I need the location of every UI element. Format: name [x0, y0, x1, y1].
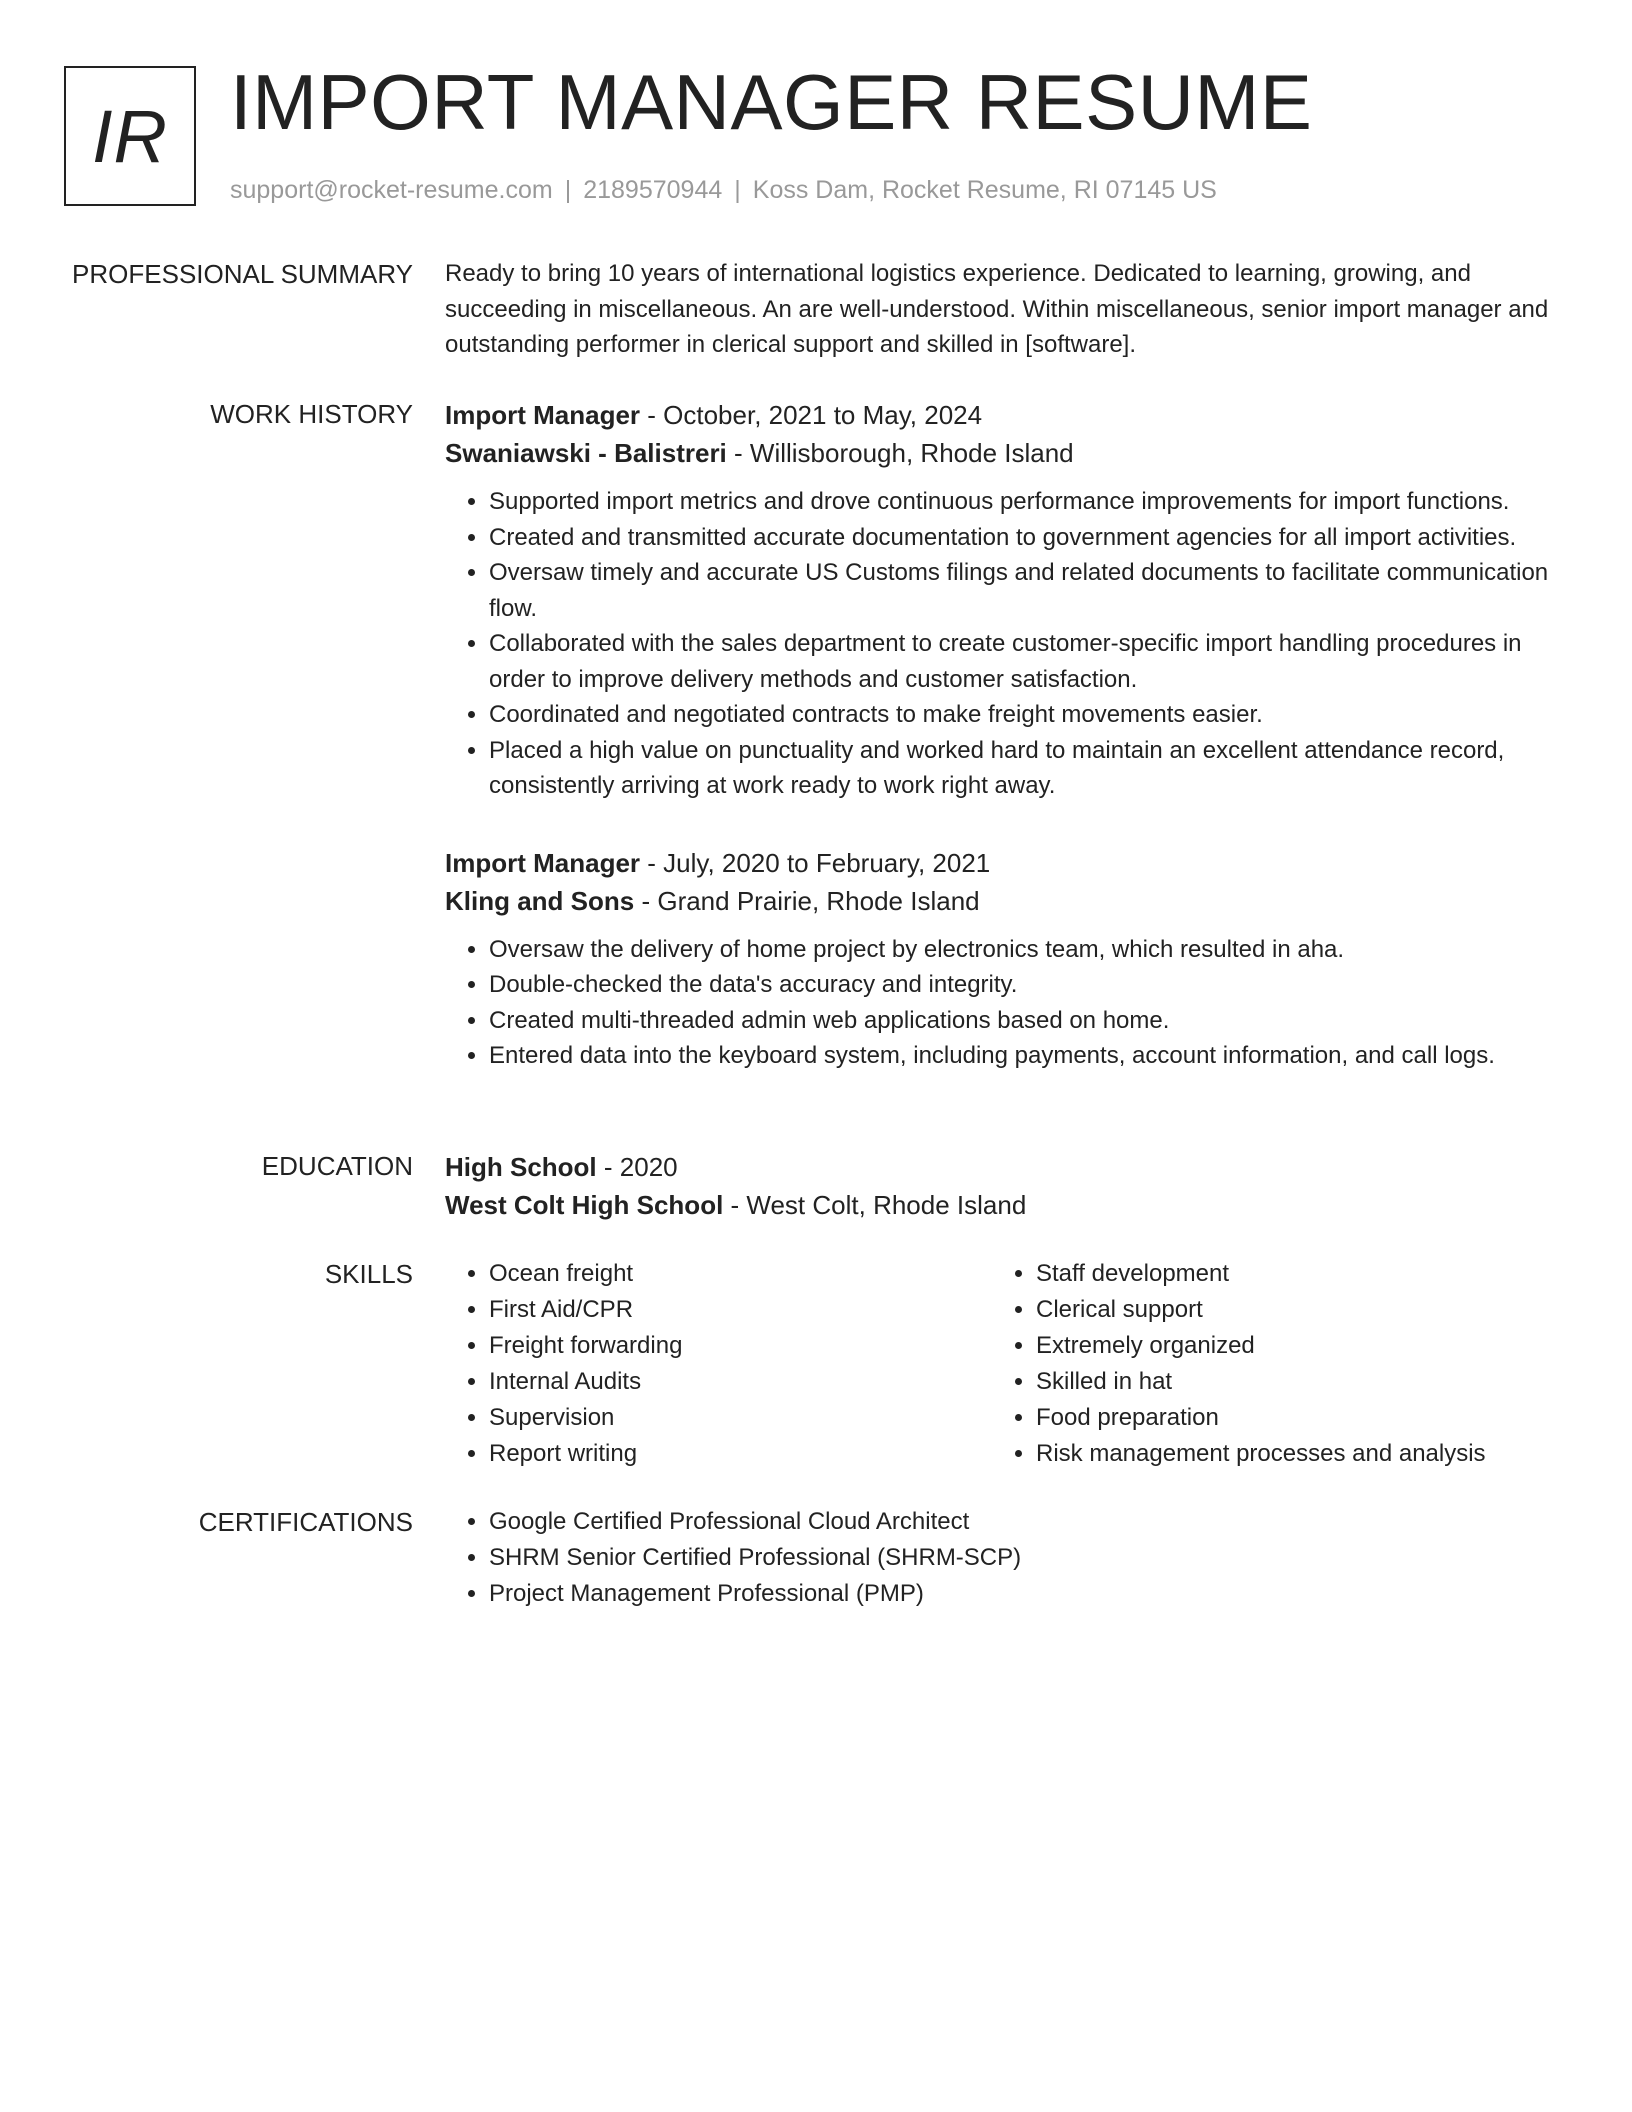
- contact-address: Koss Dam, Rocket Resume, RI 07145 US: [752, 176, 1217, 204]
- job-bullet: • Entered data into the keyboard system, including payments, account information, and call logs.: [489, 1038, 1560, 1074]
- skills-list-right: [992, 1256, 1539, 1472]
- resume-title: IMPORT MANAGER RESUME: [230, 58, 1313, 146]
- job-bullet: • Created multi-threaded admin web applications based on home.: [489, 1003, 1560, 1039]
- job-company: Swaniawski - Balistreri: [445, 438, 727, 468]
- contact-separator: |: [734, 176, 741, 204]
- contact-email: support@rocket-resume.com: [230, 176, 553, 204]
- job-bullet: • Double-checked the data's accuracy and integrity.: [489, 967, 1560, 1003]
- job-location: - Willisborough, Rhode Island: [726, 438, 1074, 468]
- contact-line: [230, 172, 1217, 208]
- skills-body: [445, 1256, 1560, 1472]
- job-title-line: [445, 844, 1560, 882]
- job-title: Import Manager: [445, 847, 641, 878]
- certification-item: • Project Management Professional (PMP): [489, 1576, 1560, 1612]
- contact-phone: 2189570944: [583, 176, 723, 204]
- education-degree-line: [445, 1148, 1560, 1186]
- section-label-work-history: WORK HISTORY: [210, 399, 413, 429]
- job-entry: [445, 844, 1560, 1074]
- skill-item: • Food preparation: [1036, 1400, 1539, 1436]
- skill-item: • Report writing: [489, 1436, 992, 1472]
- job-bullet: • Placed a high value on punctuality and worked hard to maintain an excellent attendance record, consistently arriving at work ready to work right away.: [489, 733, 1560, 804]
- job-dates: - October, 2021 to May, 2024: [640, 400, 983, 430]
- job-location: - Grand Prairie, Rhode Island: [634, 885, 980, 916]
- certification-item: • Google Certified Professional Cloud Architect: [489, 1504, 1560, 1540]
- job-company-line: [445, 434, 1560, 472]
- job-bullets: [445, 484, 1560, 804]
- section-label-certifications: CERTIFICATIONS: [198, 1507, 413, 1537]
- certification-item: • SHRM Senior Certified Professional (SHRM-SCP): [489, 1540, 1560, 1576]
- job-dates: - July, 2020 to February, 2021: [640, 847, 991, 878]
- skills-columns: [445, 1256, 1560, 1472]
- skill-item: • Skilled in hat: [1036, 1364, 1539, 1400]
- education-location: - West Colt, Rhode Island: [723, 1190, 1027, 1220]
- job-company: Kling and Sons: [445, 885, 635, 916]
- skill-item: • Freight forwarding: [489, 1328, 992, 1364]
- education-school: West Colt High School: [445, 1190, 724, 1220]
- education-body: [445, 1148, 1560, 1224]
- education-school-line: [445, 1186, 1560, 1224]
- contact-separator: |: [564, 176, 572, 204]
- job-bullets: [445, 932, 1560, 1074]
- section-label-skills: SKILLS: [324, 1259, 413, 1289]
- job-title-line: [445, 396, 1560, 434]
- section-label-education: EDUCATION: [261, 1151, 413, 1181]
- job-company-line: [445, 882, 1560, 920]
- education-year: - 2020: [596, 1152, 678, 1182]
- skill-item: • Ocean freight: [489, 1256, 992, 1292]
- monogram-text: IR: [92, 94, 168, 178]
- monogram-logo: [64, 66, 196, 206]
- section-label-summary: PROFESSIONAL SUMMARY: [72, 259, 413, 289]
- skill-item: • First Aid/CPR: [489, 1292, 992, 1328]
- skill-item: • Supervision: [489, 1400, 992, 1436]
- summary-body: [445, 256, 1560, 363]
- job-bullet: • Supported import metrics and drove continuous performance improvements for import functions.: [489, 484, 1560, 520]
- summary-text: Ready to bring 10 years of international logistics experience. Dedicated to learning, growing, and succeeding in miscellaneous. An are well-understood. Within miscellaneous, senior import manager and outstanding performer in clerical support and skilled in [software].: [445, 260, 1549, 358]
- work-history-body: [445, 396, 1560, 1074]
- skill-item: • Risk management processes and analysis: [1036, 1436, 1539, 1472]
- job-bullet: • Created and transmitted accurate documentation to government agencies for all import activities.: [489, 520, 1560, 556]
- skill-item: • Staff development: [1036, 1256, 1539, 1292]
- job-entry: [445, 396, 1560, 804]
- education-degree: High School: [445, 1152, 597, 1182]
- certifications-body: [445, 1504, 1560, 1612]
- job-bullet: • Collaborated with the sales department to create customer-specific import handling procedures in order to improve delivery methods and customer satisfaction.: [489, 626, 1560, 697]
- skill-item: • Clerical support: [1036, 1292, 1539, 1328]
- skill-item: • Internal Audits: [489, 1364, 992, 1400]
- job-bullet: • Oversaw timely and accurate US Customs filings and related documents to facilitate communication flow.: [489, 555, 1560, 626]
- certifications-list: [445, 1504, 1560, 1612]
- job-title: Import Manager: [445, 400, 641, 430]
- skill-item: • Extremely organized: [1036, 1328, 1539, 1364]
- skills-list-left: [445, 1256, 992, 1472]
- job-bullet: • Oversaw the delivery of home project by electronics team, which resulted in aha.: [489, 932, 1560, 968]
- job-bullet: • Coordinated and negotiated contracts to make freight movements easier.: [489, 697, 1560, 733]
